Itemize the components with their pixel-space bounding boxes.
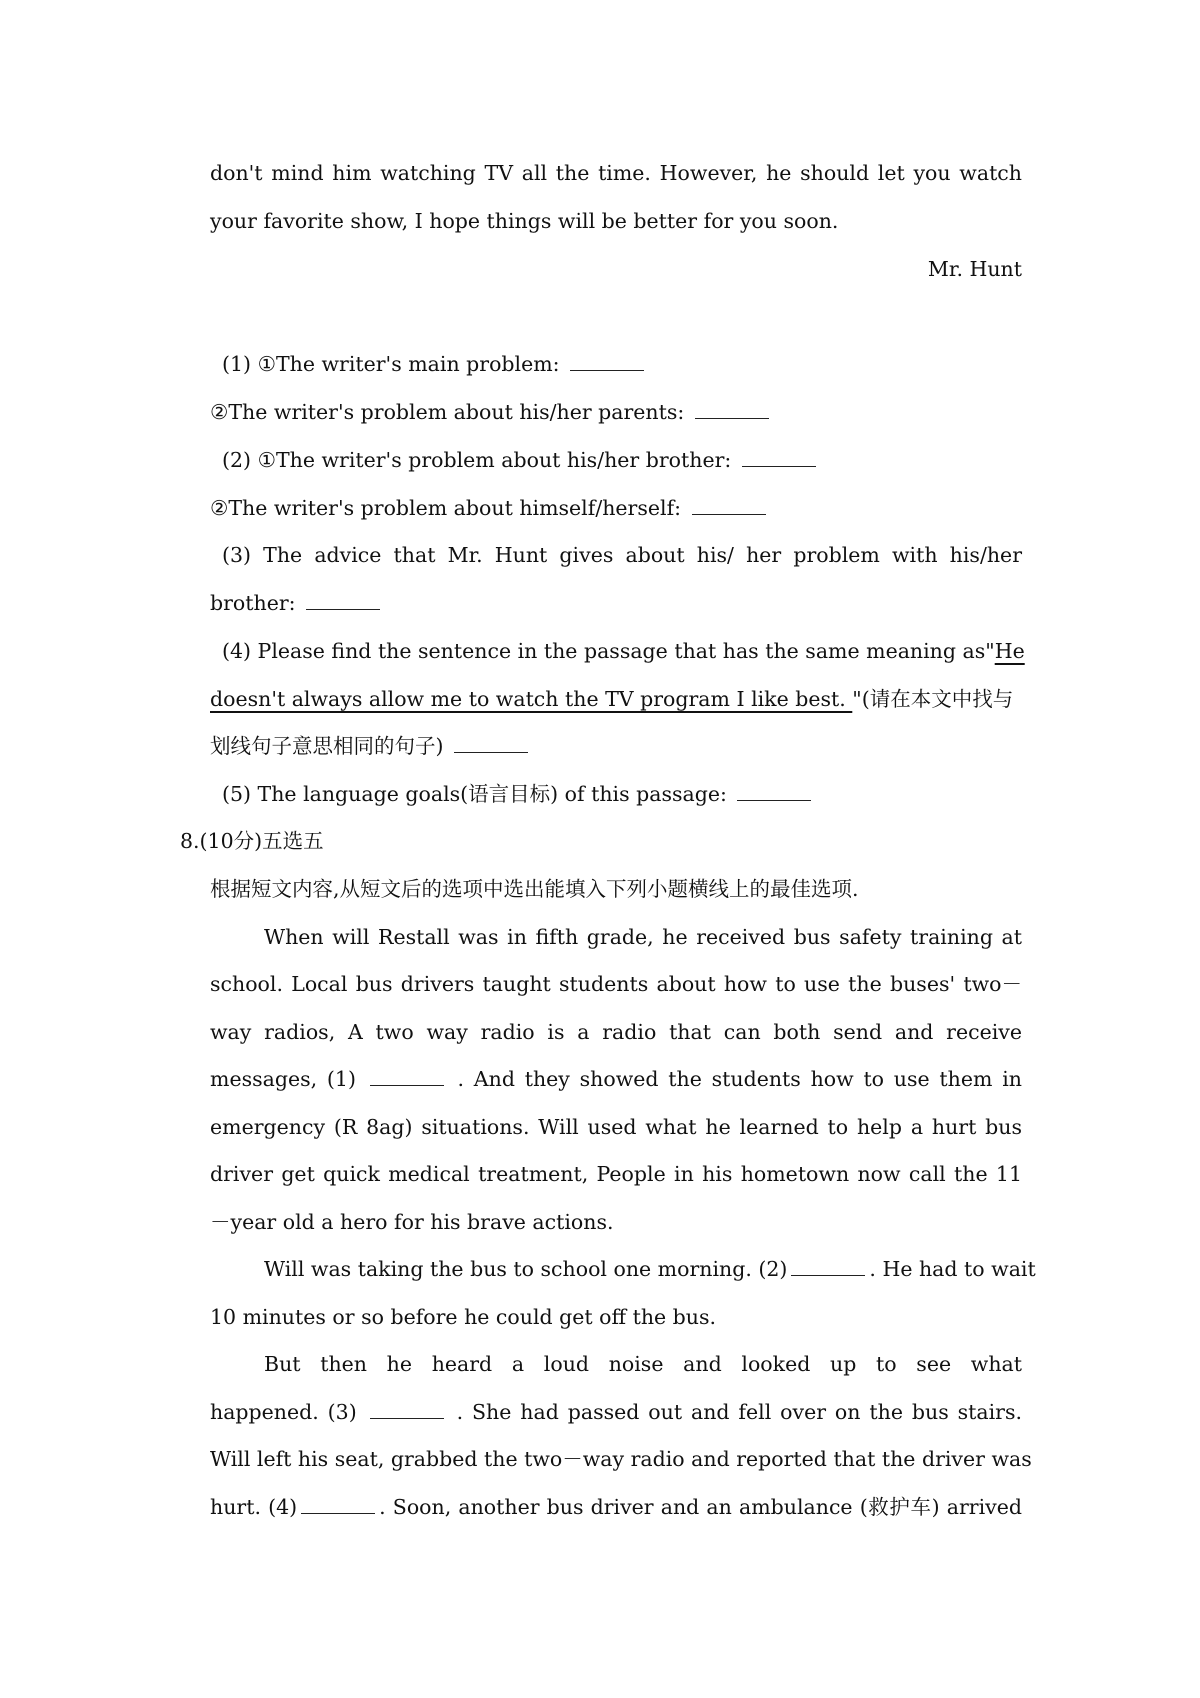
letter-signature: Mr. Hunt bbox=[927, 257, 1022, 281]
question-2a bbox=[222, 445, 1034, 475]
question-1a bbox=[222, 349, 1034, 379]
answer-blank[interactable] bbox=[306, 591, 380, 610]
passage-line: hurt. (4) . Soon, another bus driver and an ambulance (救护车) arrived bbox=[210, 1495, 1022, 1519]
question-2b bbox=[210, 493, 1022, 523]
question-text: ②The writer's problem about himself/herself: bbox=[210, 496, 682, 520]
answer-blank[interactable] bbox=[791, 1257, 865, 1276]
question-number: (1) bbox=[222, 352, 252, 376]
passage-line: way radios, A two way radio is a radio that can both send and receive bbox=[210, 1020, 1022, 1044]
answer-blank[interactable] bbox=[370, 1067, 444, 1086]
underlined-sentence: doesn't always allow me to watch the TV program I like best. bbox=[210, 687, 853, 711]
passage-line: －year old a hero for his brave actions. bbox=[210, 1210, 614, 1234]
question-5: (5) The language goals(语言目标) of this passage: bbox=[222, 779, 1034, 809]
passage-line: When will Restall was in fifth grade, he received bus safety training at bbox=[264, 925, 1022, 949]
question-4-cont: doesn't always allow me to watch the TV program I like best. "(请在本文中找与 bbox=[210, 687, 1014, 711]
passage-line: 10 minutes or so before he could get off the bus. bbox=[210, 1305, 717, 1329]
question-text: ②The writer's problem about his/her parents: bbox=[210, 400, 685, 424]
passage-line: happened. (3) . She had passed out and fell over on the bus stairs. bbox=[210, 1400, 1022, 1424]
underlined-sentence: He bbox=[994, 639, 1025, 663]
answer-blank[interactable] bbox=[695, 400, 769, 419]
passage-line: emergency (R 8ag) situations. Will used what he learned to help a hurt bus bbox=[210, 1115, 1022, 1139]
passage-line: driver get quick medical treatment, People in his hometown now call the 11 bbox=[210, 1162, 1022, 1186]
answer-blank[interactable] bbox=[737, 782, 811, 801]
question-1b bbox=[210, 397, 1022, 427]
question-4: (4) Please find the sentence in the passage that has the same meaning as"He bbox=[222, 639, 1025, 663]
question-4-cont: 划线句子意思相同的句子) bbox=[210, 731, 1022, 761]
question-number: (2) bbox=[222, 448, 252, 472]
section-instruction: 根据短文内容,从短文后的选项中选出能填入下列小题横线上的最佳选项. bbox=[210, 877, 859, 901]
letter-line: your favorite show, I hope things will be better for you soon. bbox=[210, 209, 839, 233]
answer-blank[interactable] bbox=[301, 1495, 375, 1514]
question-3-cont: brother: bbox=[210, 588, 1022, 618]
question-text: ①The writer's problem about his/her brother: bbox=[257, 448, 732, 472]
answer-blank[interactable] bbox=[454, 734, 528, 753]
answer-blank[interactable] bbox=[692, 496, 766, 515]
answer-blank[interactable] bbox=[370, 1400, 444, 1419]
passage-line: Will left his seat, grabbed the two－way radio and reported that the driver was bbox=[210, 1447, 1032, 1471]
letter-line: don't mind him watching TV all the time. However, he should let you watch bbox=[210, 161, 1022, 185]
answer-blank[interactable] bbox=[570, 352, 644, 371]
passage-line: Will was taking the bus to school one morning. (2) . He had to wait bbox=[264, 1257, 1036, 1281]
question-3: (3) The advice that Mr. Hunt gives about his/ her problem with his/her bbox=[222, 543, 1022, 567]
answer-blank[interactable] bbox=[742, 448, 816, 467]
passage-line: messages, (1) . And they showed the students how to use them in bbox=[210, 1067, 1022, 1091]
section-header: 8.(10分)五选五 bbox=[180, 829, 324, 853]
passage-line: But then he heard a loud noise and looked up to see what bbox=[264, 1352, 1022, 1376]
question-text: ①The writer's main problem: bbox=[257, 352, 560, 376]
passage-line: school. Local bus drivers taught students about how to use the buses' two－ bbox=[210, 972, 1022, 996]
